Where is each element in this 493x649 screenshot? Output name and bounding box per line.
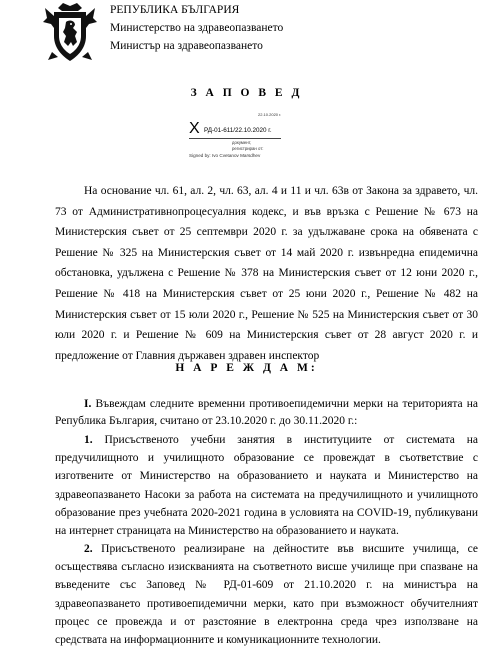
order-item-text: Присъственото учебни занятия в институциите от системата на предучилищното и училищното образование се провеждат в съответствие с изготвените от Министерство на образованието и науката и Министерство на здравеопазването Насоки за работа на системата на предучилищното и училищното образование през учебната 2020-2021 година в условията на COVID-19, публикувани на интернет страницата на Министерство на образованието и науката. bbox=[55, 434, 478, 538]
order-item-text: Присъственото реализиране на дейностите във висшите училища, се осъществява съгласно изискванията на съответното висше училище при спазване на въведените със Заповед № РД-01-609 от 21.10.2020 г. на министъра на здравеопазването противоепидемични мерки, като при възможност обучителният процес се провежда и от разстояние в електронна среда чрез използване на средствата на информационните и комуникационните технологии. bbox=[55, 543, 478, 647]
coat-of-arms-icon bbox=[42, 2, 98, 64]
document-title: З А П О В Е Д bbox=[190, 87, 303, 99]
minister-title: Министър на здравеопазването bbox=[110, 40, 263, 52]
document-number: РД-01-611/22.10.2020 г. bbox=[204, 127, 272, 134]
signature-registered-label: регистриран от: bbox=[232, 146, 264, 151]
signature-doc-label: документ, bbox=[232, 140, 252, 145]
signature-mark: X bbox=[189, 120, 200, 137]
order-item-number: I. bbox=[84, 398, 92, 410]
basis-paragraph: На основание чл. 61, ал. 2, чл. 63, ал. 4 и 11 и чл. 63в от Закона за здравето, чл. 73 от Административнопроцесуалния кодекс, и във връзка с Решение № 673 на Министерския съвет от 25 септември 2020 г. за удължаване срока на обявената с Решение № 325 на Министерския съвет от 14 май 2020 г. извънредна епидемична обстановка, удължена с Решение № 378 на Министерския съвет от 12 юни 2020 г., Решение № 418 на Министерския съвет от 25 юни 2020 г., Решение № 482 на Министерския съвет от 15 юли 2020 г., Решение № 525 на Министерския съвет от 30 юли 2020 г. и Решение № 609 на Министерския съвет от 28 август 2020 г. и предложение от Главния държавен здравен инспектор bbox=[55, 185, 478, 362]
order-item-1 bbox=[55, 431, 478, 540]
order-item-number: 1. bbox=[84, 434, 93, 446]
order-item-I bbox=[55, 396, 478, 430]
order-item-2 bbox=[55, 540, 478, 649]
signature-date: 22.10.2020 г. bbox=[258, 112, 282, 117]
order-item-text: Въвеждам следните временни противоепидемични мерки на територията на Република България, считано от 23.10.2020 г. до 30.11.2020 г.: bbox=[55, 398, 478, 428]
signature-line bbox=[189, 138, 281, 139]
signature-signer: Signed by: Ivo Cvetanov Marsdhev bbox=[189, 153, 261, 158]
order-heading: Н А Р Е Ж Д А М: bbox=[175, 362, 318, 374]
ministry-name: Министерство на здравеопазването bbox=[110, 22, 284, 34]
republic-name: РЕПУБЛИКА БЪЛГАРИЯ bbox=[110, 4, 240, 16]
order-item-number: 2. bbox=[84, 543, 93, 555]
